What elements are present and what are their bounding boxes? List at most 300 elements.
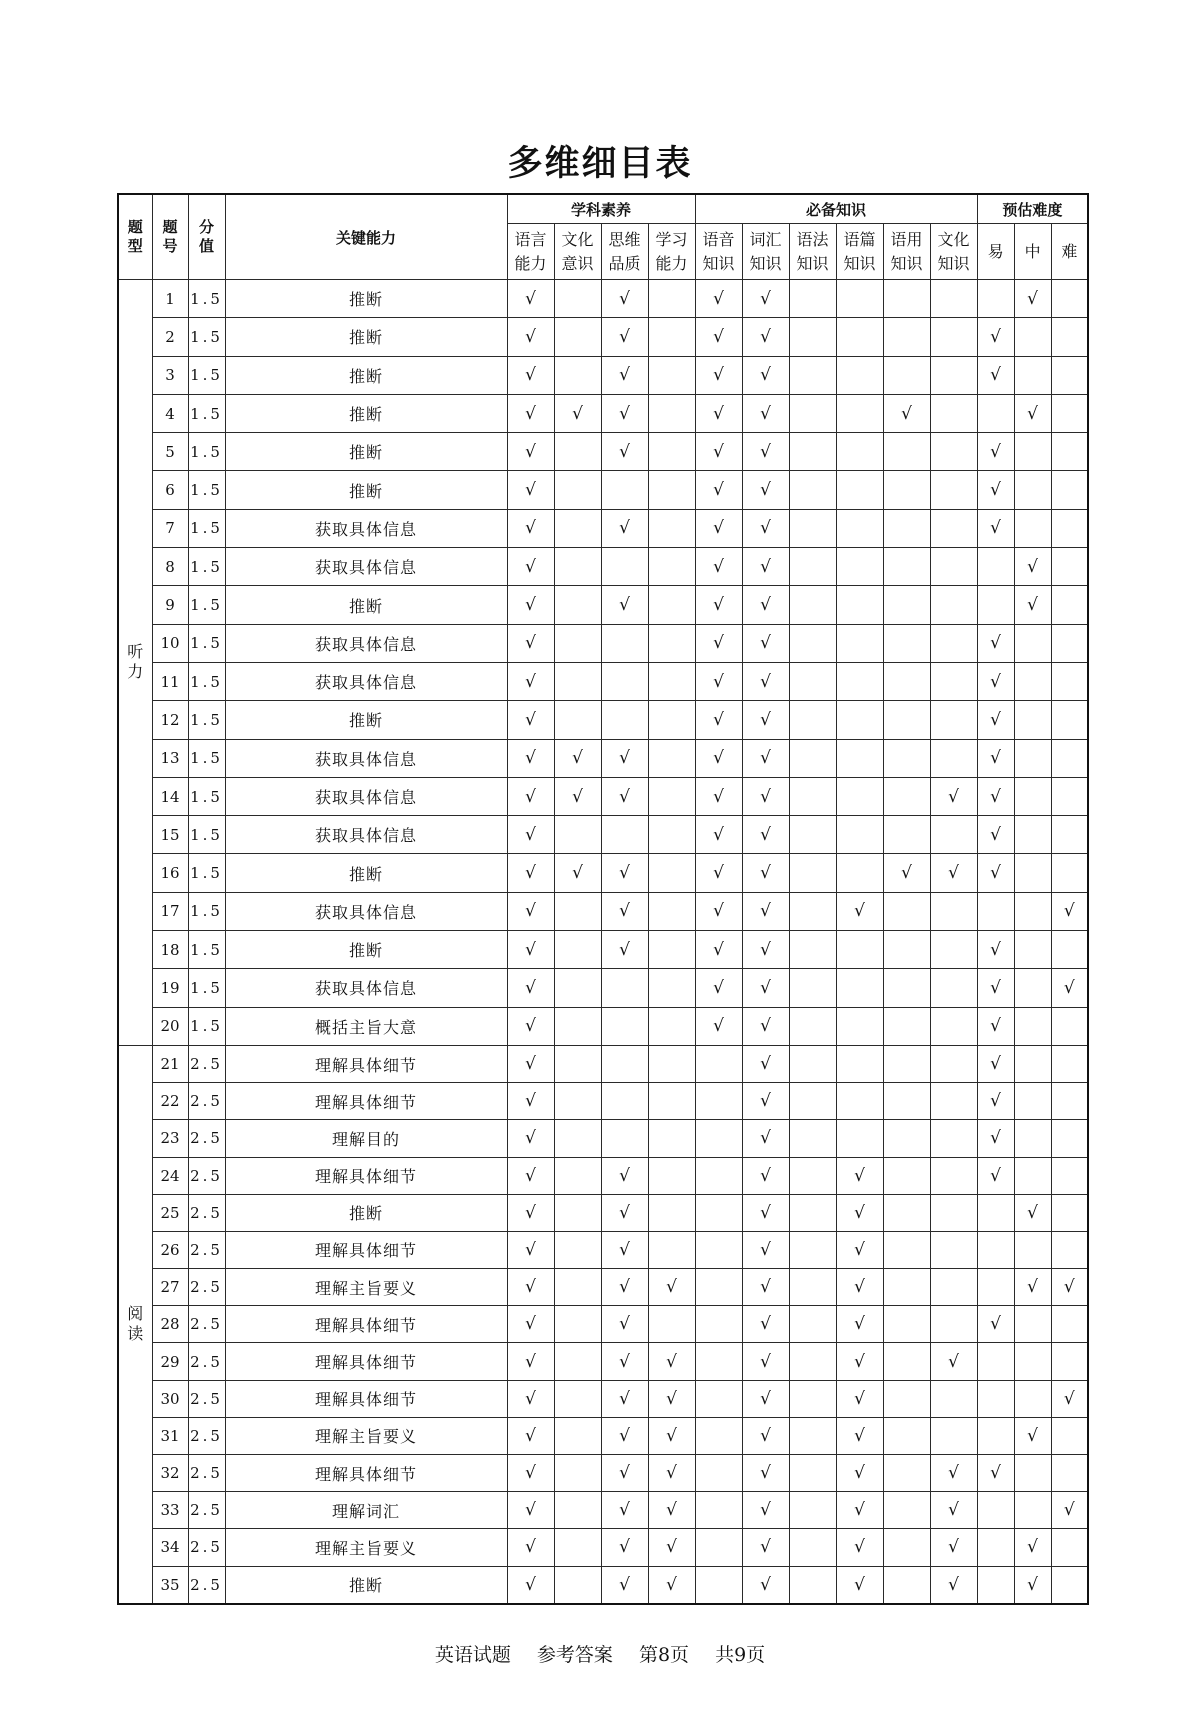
- check-mark-cell: √: [742, 1417, 789, 1454]
- empty-cell: [695, 1455, 742, 1492]
- footer-label: 参考答案: [536, 1644, 613, 1666]
- check-mark-cell: √: [507, 1007, 554, 1045]
- key-ability: 推断: [225, 356, 507, 394]
- question-score: 1.5: [188, 548, 225, 586]
- check-mark-cell: √: [742, 509, 789, 547]
- check-mark-cell: √: [977, 433, 1014, 471]
- question-score: 2.5: [188, 1231, 225, 1268]
- question-number: 15: [152, 816, 188, 854]
- empty-cell: [930, 471, 977, 509]
- question-score: 2.5: [188, 1455, 225, 1492]
- question-score: 1.5: [188, 739, 225, 777]
- table-row: [118, 586, 1088, 624]
- key-ability: 理解具体细节: [225, 1083, 507, 1120]
- empty-cell: [1014, 816, 1051, 854]
- check-mark-cell: √: [742, 1380, 789, 1417]
- check-mark-cell: √: [1014, 394, 1051, 432]
- empty-cell: [789, 624, 836, 662]
- section-type-label: [118, 280, 152, 1046]
- question-number: 16: [152, 854, 188, 892]
- empty-cell: [1051, 1231, 1088, 1268]
- empty-cell: [789, 1306, 836, 1343]
- empty-cell: [554, 1157, 601, 1194]
- empty-cell: [930, 548, 977, 586]
- empty-cell: [930, 1231, 977, 1268]
- table-row: [118, 471, 1088, 509]
- check-mark-cell: √: [507, 662, 554, 700]
- check-mark-cell: √: [507, 892, 554, 930]
- key-ability: 概括主旨大意: [225, 1007, 507, 1045]
- empty-cell: [789, 854, 836, 892]
- empty-cell: [883, 280, 930, 318]
- table-row: [118, 1120, 1088, 1157]
- empty-cell: [789, 509, 836, 547]
- table-row: [118, 892, 1088, 930]
- question-number: 10: [152, 624, 188, 662]
- check-mark-cell: √: [836, 1157, 883, 1194]
- empty-cell: [883, 548, 930, 586]
- check-mark-cell: √: [695, 854, 742, 892]
- question-number: 4: [152, 394, 188, 432]
- empty-cell: [554, 1455, 601, 1492]
- check-mark-cell: √: [507, 1417, 554, 1454]
- check-mark-cell: √: [507, 471, 554, 509]
- check-mark-cell: √: [507, 1380, 554, 1417]
- question-number: 17: [152, 892, 188, 930]
- empty-cell: [930, 739, 977, 777]
- header-knowledge-vocabulary: 词汇知识: [742, 224, 789, 280]
- check-mark-cell: √: [507, 1194, 554, 1231]
- header-group-knowledge: 必备知识: [695, 194, 977, 224]
- question-score: 2.5: [188, 1269, 225, 1306]
- empty-cell: [883, 931, 930, 969]
- header-difficulty-medium: 中: [1014, 224, 1051, 280]
- check-mark-cell: √: [977, 777, 1014, 815]
- header-group-difficulty: 预估难度: [977, 194, 1088, 224]
- check-mark-cell: √: [695, 356, 742, 394]
- empty-cell: [930, 662, 977, 700]
- empty-cell: [648, 854, 695, 892]
- empty-cell: [1051, 509, 1088, 547]
- empty-cell: [977, 1566, 1014, 1604]
- empty-cell: [977, 394, 1014, 432]
- question-score: 2.5: [188, 1083, 225, 1120]
- empty-cell: [789, 548, 836, 586]
- check-mark-cell: √: [977, 318, 1014, 356]
- empty-cell: [1051, 1045, 1088, 1082]
- empty-cell: [554, 1306, 601, 1343]
- empty-cell: [883, 739, 930, 777]
- empty-cell: [648, 816, 695, 854]
- table-row: [118, 394, 1088, 432]
- empty-cell: [554, 280, 601, 318]
- key-ability: 获取具体信息: [225, 548, 507, 586]
- empty-cell: [648, 471, 695, 509]
- key-ability: 理解词汇: [225, 1492, 507, 1529]
- check-mark-cell: √: [742, 1343, 789, 1380]
- check-mark-cell: √: [977, 509, 1014, 547]
- question-score: 1.5: [188, 969, 225, 1007]
- check-mark-cell: √: [977, 1045, 1014, 1082]
- empty-cell: [930, 280, 977, 318]
- question-score: 1.5: [188, 280, 225, 318]
- empty-cell: [789, 1194, 836, 1231]
- empty-cell: [648, 892, 695, 930]
- empty-cell: [1014, 931, 1051, 969]
- empty-cell: [648, 969, 695, 1007]
- empty-cell: [1014, 433, 1051, 471]
- check-mark-cell: √: [836, 1529, 883, 1566]
- empty-cell: [554, 701, 601, 739]
- check-mark-cell: √: [601, 1231, 648, 1268]
- empty-cell: [648, 318, 695, 356]
- check-mark-cell: √: [648, 1492, 695, 1529]
- question-score: 1.5: [188, 318, 225, 356]
- empty-cell: [883, 1492, 930, 1529]
- check-mark-cell: √: [554, 777, 601, 815]
- question-number: 23: [152, 1120, 188, 1157]
- specification-table: [117, 193, 1089, 1605]
- empty-cell: [1014, 1231, 1051, 1268]
- question-number: 22: [152, 1083, 188, 1120]
- table-row: [118, 548, 1088, 586]
- header-knowledge-grammar: 语法知识: [789, 224, 836, 280]
- question-score: 2.5: [188, 1566, 225, 1604]
- empty-cell: [789, 739, 836, 777]
- key-ability: 理解具体细节: [225, 1231, 507, 1268]
- question-number: 8: [152, 548, 188, 586]
- empty-cell: [836, 280, 883, 318]
- empty-cell: [601, 1120, 648, 1157]
- check-mark-cell: √: [507, 1157, 554, 1194]
- header-ability: 关键能力: [225, 194, 507, 280]
- key-ability: 理解具体细节: [225, 1343, 507, 1380]
- check-mark-cell: √: [1051, 1492, 1088, 1529]
- question-number: 9: [152, 586, 188, 624]
- empty-cell: [554, 1007, 601, 1045]
- table-row: [118, 1306, 1088, 1343]
- header-difficulty-easy: 易: [977, 224, 1014, 280]
- check-mark-cell: √: [742, 1455, 789, 1492]
- check-mark-cell: √: [1014, 1194, 1051, 1231]
- footer-subject: 英语试题: [434, 1644, 511, 1666]
- check-mark-cell: √: [836, 892, 883, 930]
- empty-cell: [1014, 509, 1051, 547]
- check-mark-cell: √: [507, 816, 554, 854]
- question-score: 1.5: [188, 433, 225, 471]
- check-mark-cell: √: [742, 969, 789, 1007]
- check-mark-cell: √: [977, 471, 1014, 509]
- empty-cell: [1051, 318, 1088, 356]
- empty-cell: [930, 356, 977, 394]
- question-score: 1.5: [188, 662, 225, 700]
- table-row: [118, 1455, 1088, 1492]
- empty-cell: [1051, 394, 1088, 432]
- empty-cell: [930, 394, 977, 432]
- check-mark-cell: √: [1051, 892, 1088, 930]
- check-mark-cell: √: [742, 1566, 789, 1604]
- question-score: 1.5: [188, 816, 225, 854]
- check-mark-cell: √: [507, 356, 554, 394]
- empty-cell: [883, 777, 930, 815]
- check-mark-cell: √: [695, 433, 742, 471]
- question-number: 25: [152, 1194, 188, 1231]
- empty-cell: [883, 1566, 930, 1604]
- empty-cell: [930, 969, 977, 1007]
- table-row: [118, 318, 1088, 356]
- empty-cell: [695, 1083, 742, 1120]
- empty-cell: [1014, 1455, 1051, 1492]
- header-literacy-language: 语言能力: [507, 224, 554, 280]
- empty-cell: [1051, 662, 1088, 700]
- empty-cell: [930, 586, 977, 624]
- check-mark-cell: √: [742, 356, 789, 394]
- empty-cell: [601, 816, 648, 854]
- check-mark-cell: √: [601, 1380, 648, 1417]
- empty-cell: [836, 548, 883, 586]
- check-mark-cell: √: [977, 1083, 1014, 1120]
- check-mark-cell: √: [507, 1306, 554, 1343]
- check-mark-cell: √: [742, 1269, 789, 1306]
- check-mark-cell: √: [930, 854, 977, 892]
- question-score: 1.5: [188, 701, 225, 739]
- empty-cell: [930, 1380, 977, 1417]
- empty-cell: [1014, 1492, 1051, 1529]
- empty-cell: [836, 624, 883, 662]
- empty-cell: [977, 1492, 1014, 1529]
- empty-cell: [601, 1007, 648, 1045]
- question-score: 1.5: [188, 586, 225, 624]
- empty-cell: [1014, 1343, 1051, 1380]
- empty-cell: [789, 1455, 836, 1492]
- check-mark-cell: √: [695, 586, 742, 624]
- key-ability: 理解具体细节: [225, 1455, 507, 1492]
- empty-cell: [789, 1566, 836, 1604]
- check-mark-cell: √: [977, 1455, 1014, 1492]
- empty-cell: [883, 356, 930, 394]
- empty-cell: [648, 1007, 695, 1045]
- empty-cell: [789, 586, 836, 624]
- empty-cell: [883, 969, 930, 1007]
- check-mark-cell: √: [836, 1380, 883, 1417]
- question-number: 12: [152, 701, 188, 739]
- check-mark-cell: √: [507, 433, 554, 471]
- empty-cell: [601, 701, 648, 739]
- empty-cell: [977, 280, 1014, 318]
- empty-cell: [977, 1343, 1014, 1380]
- check-mark-cell: √: [507, 394, 554, 432]
- key-ability: 推断: [225, 318, 507, 356]
- header-literacy-thinking: 思维品质: [601, 224, 648, 280]
- check-mark-cell: √: [601, 1194, 648, 1231]
- empty-cell: [695, 1417, 742, 1454]
- empty-cell: [789, 1120, 836, 1157]
- table-row: [118, 701, 1088, 739]
- empty-cell: [1014, 854, 1051, 892]
- check-mark-cell: √: [742, 777, 789, 815]
- empty-cell: [648, 433, 695, 471]
- check-mark-cell: √: [695, 892, 742, 930]
- empty-cell: [648, 739, 695, 777]
- check-mark-cell: √: [742, 1529, 789, 1566]
- check-mark-cell: √: [601, 739, 648, 777]
- empty-cell: [789, 1269, 836, 1306]
- check-mark-cell: √: [1014, 586, 1051, 624]
- empty-cell: [883, 1157, 930, 1194]
- empty-cell: [1051, 1455, 1088, 1492]
- empty-cell: [554, 509, 601, 547]
- question-score: 1.5: [188, 777, 225, 815]
- empty-cell: [695, 1120, 742, 1157]
- check-mark-cell: √: [648, 1566, 695, 1604]
- empty-cell: [930, 931, 977, 969]
- empty-cell: [601, 662, 648, 700]
- key-ability: 获取具体信息: [225, 816, 507, 854]
- empty-cell: [554, 548, 601, 586]
- check-mark-cell: √: [742, 394, 789, 432]
- question-score: 1.5: [188, 509, 225, 547]
- check-mark-cell: √: [977, 1007, 1014, 1045]
- key-ability: 获取具体信息: [225, 662, 507, 700]
- empty-cell: [836, 318, 883, 356]
- empty-cell: [554, 433, 601, 471]
- empty-cell: [648, 280, 695, 318]
- table-row: [118, 1231, 1088, 1268]
- check-mark-cell: √: [601, 433, 648, 471]
- table-row: [118, 777, 1088, 815]
- check-mark-cell: √: [930, 1343, 977, 1380]
- empty-cell: [789, 1417, 836, 1454]
- check-mark-cell: √: [977, 816, 1014, 854]
- empty-cell: [695, 1045, 742, 1082]
- check-mark-cell: √: [977, 1157, 1014, 1194]
- header-knowledge-culture: 文化知识: [930, 224, 977, 280]
- empty-cell: [836, 854, 883, 892]
- check-mark-cell: √: [977, 969, 1014, 1007]
- check-mark-cell: √: [695, 318, 742, 356]
- check-mark-cell: √: [977, 1120, 1014, 1157]
- empty-cell: [977, 548, 1014, 586]
- check-mark-cell: √: [601, 854, 648, 892]
- check-mark-cell: √: [507, 1492, 554, 1529]
- check-mark-cell: √: [695, 1007, 742, 1045]
- empty-cell: [1014, 356, 1051, 394]
- empty-cell: [977, 1380, 1014, 1417]
- question-score: 2.5: [188, 1417, 225, 1454]
- check-mark-cell: √: [507, 1120, 554, 1157]
- empty-cell: [1014, 318, 1051, 356]
- empty-cell: [648, 1231, 695, 1268]
- check-mark-cell: √: [883, 394, 930, 432]
- empty-cell: [1051, 586, 1088, 624]
- header-literacy-culture: 文化意识: [554, 224, 601, 280]
- key-ability: 推断: [225, 280, 507, 318]
- empty-cell: [883, 1343, 930, 1380]
- table-row: [118, 1343, 1088, 1380]
- check-mark-cell: √: [695, 701, 742, 739]
- empty-cell: [883, 1007, 930, 1045]
- check-mark-cell: √: [1014, 1269, 1051, 1306]
- check-mark-cell: √: [742, 1045, 789, 1082]
- key-ability: 理解具体细节: [225, 1045, 507, 1082]
- empty-cell: [1014, 1157, 1051, 1194]
- empty-cell: [836, 356, 883, 394]
- empty-cell: [648, 394, 695, 432]
- key-ability: 获取具体信息: [225, 969, 507, 1007]
- check-mark-cell: √: [742, 1120, 789, 1157]
- check-mark-cell: √: [648, 1455, 695, 1492]
- empty-cell: [1051, 816, 1088, 854]
- key-ability: 理解主旨要义: [225, 1417, 507, 1454]
- check-mark-cell: √: [601, 1529, 648, 1566]
- empty-cell: [1051, 777, 1088, 815]
- check-mark-cell: √: [742, 662, 789, 700]
- check-mark-cell: √: [648, 1343, 695, 1380]
- empty-cell: [601, 969, 648, 1007]
- empty-cell: [601, 1045, 648, 1082]
- empty-cell: [883, 1269, 930, 1306]
- table-row: [118, 816, 1088, 854]
- check-mark-cell: √: [554, 394, 601, 432]
- empty-cell: [930, 1306, 977, 1343]
- empty-cell: [836, 433, 883, 471]
- empty-cell: [789, 1083, 836, 1120]
- empty-cell: [883, 816, 930, 854]
- check-mark-cell: √: [695, 969, 742, 1007]
- header-knowledge-discourse: 语篇知识: [836, 224, 883, 280]
- question-number: 6: [152, 471, 188, 509]
- empty-cell: [1014, 969, 1051, 1007]
- table-row: [118, 662, 1088, 700]
- check-mark-cell: √: [742, 931, 789, 969]
- empty-cell: [1014, 1007, 1051, 1045]
- empty-cell: [789, 1380, 836, 1417]
- empty-cell: [883, 1045, 930, 1082]
- question-number: 31: [152, 1417, 188, 1454]
- empty-cell: [836, 701, 883, 739]
- header-score-label: 分值: [198, 218, 214, 255]
- empty-cell: [789, 433, 836, 471]
- check-mark-cell: √: [507, 624, 554, 662]
- check-mark-cell: √: [1014, 1529, 1051, 1566]
- check-mark-cell: √: [742, 624, 789, 662]
- check-mark-cell: √: [742, 1194, 789, 1231]
- table-row: [118, 1492, 1088, 1529]
- empty-cell: [930, 1007, 977, 1045]
- empty-cell: [695, 1306, 742, 1343]
- empty-cell: [554, 662, 601, 700]
- footer-page: 第8页: [638, 1644, 690, 1666]
- empty-cell: [930, 1194, 977, 1231]
- check-mark-cell: √: [601, 318, 648, 356]
- empty-cell: [554, 1120, 601, 1157]
- empty-cell: [554, 1231, 601, 1268]
- key-ability: 推断: [225, 701, 507, 739]
- question-score: 1.5: [188, 931, 225, 969]
- empty-cell: [1014, 739, 1051, 777]
- check-mark-cell: √: [648, 1380, 695, 1417]
- check-mark-cell: √: [742, 471, 789, 509]
- empty-cell: [1051, 931, 1088, 969]
- empty-cell: [695, 1194, 742, 1231]
- empty-cell: [648, 509, 695, 547]
- empty-cell: [648, 1045, 695, 1082]
- empty-cell: [836, 1007, 883, 1045]
- check-mark-cell: √: [648, 1417, 695, 1454]
- empty-cell: [930, 1083, 977, 1120]
- empty-cell: [789, 1343, 836, 1380]
- empty-cell: [789, 318, 836, 356]
